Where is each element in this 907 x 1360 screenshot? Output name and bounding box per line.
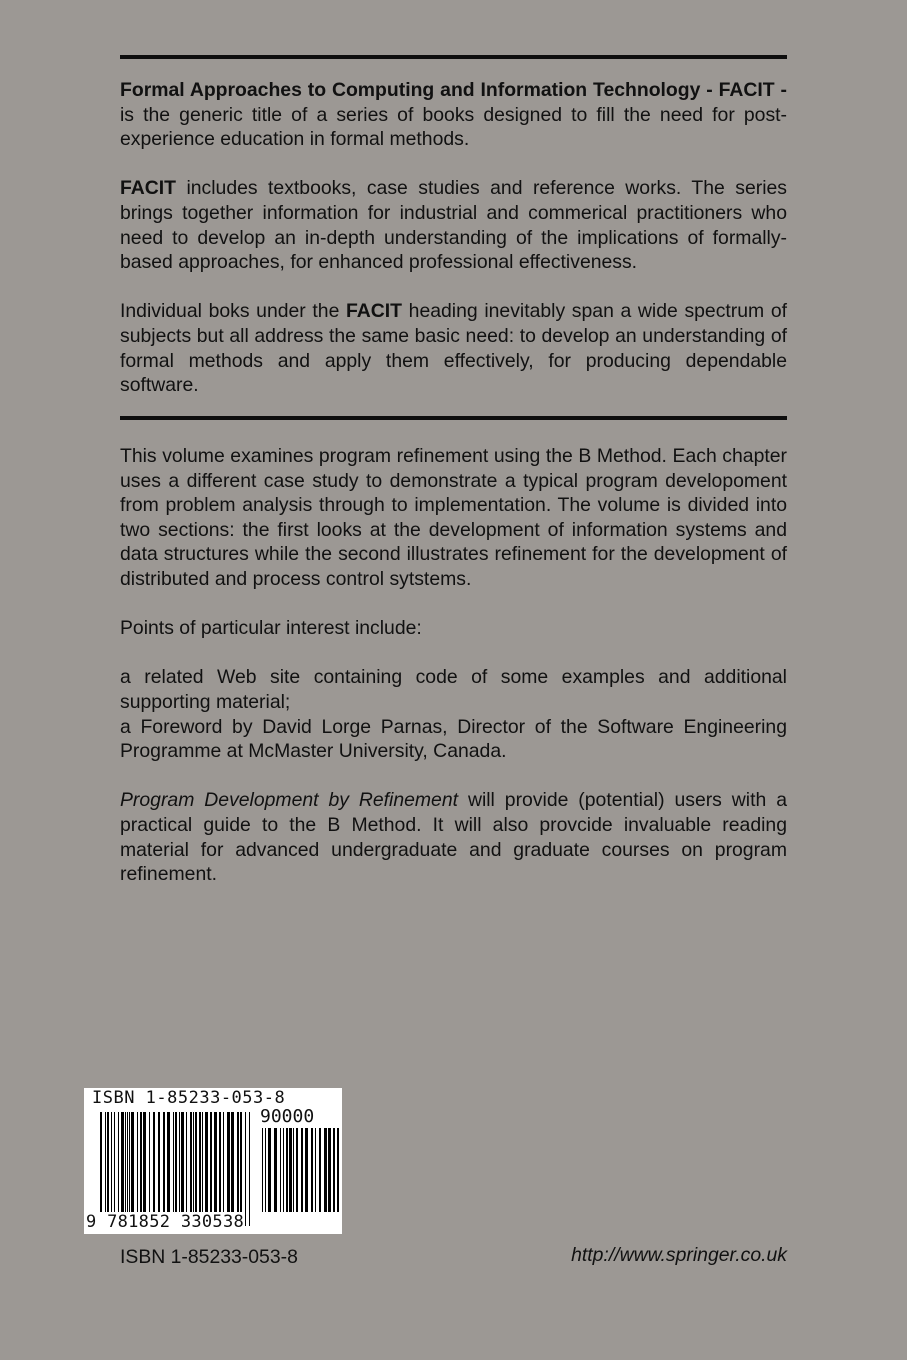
barcode-bar bbox=[137, 1112, 138, 1226]
barcode-bar bbox=[319, 1128, 321, 1212]
barcode-bar bbox=[131, 1112, 134, 1226]
barcode-bar bbox=[265, 1128, 266, 1212]
barcode-bar bbox=[315, 1128, 316, 1212]
barcode-bar bbox=[268, 1128, 271, 1212]
middle-rule bbox=[120, 416, 787, 420]
barcode-bar bbox=[129, 1112, 130, 1226]
barcode-bar bbox=[219, 1112, 221, 1226]
barcode-bar bbox=[163, 1112, 165, 1226]
barcode-bar bbox=[167, 1112, 170, 1226]
isbn-footer: ISBN 1-85233-053-8 bbox=[120, 1246, 298, 1268]
barcode-bar bbox=[158, 1112, 160, 1226]
top-rule bbox=[120, 55, 787, 59]
barcode-bar bbox=[311, 1128, 313, 1212]
barcode-bar bbox=[324, 1128, 327, 1212]
barcode-bar bbox=[195, 1112, 197, 1226]
book-title: Program Development by Refinement bbox=[120, 789, 459, 812]
barcode-addon-digits: 90000 bbox=[260, 1106, 315, 1127]
barcode-bar bbox=[181, 1112, 184, 1226]
interest-item-foreword: a Foreword by David Lorge Parnas, Director of the Software Engineering Programme at McMaster University, Canada. bbox=[120, 715, 787, 763]
barcode-bar bbox=[328, 1128, 331, 1212]
barcode-bar bbox=[231, 1112, 234, 1226]
barcode-bar bbox=[214, 1112, 217, 1226]
volume-description bbox=[120, 444, 787, 887]
barcode-bar bbox=[305, 1128, 308, 1212]
facit-paragraph-2: FACIT includes textbooks, case studies and reference works. The series brings together information for industrial and commerical practitioners who need to develop an in-depth understanding of the implications of formally-based approaches, for enhanced professional effectiveness. bbox=[120, 177, 787, 274]
series-title: Formal Approaches to Computing and Information Technology - FACIT - bbox=[120, 79, 787, 101]
barcode-bar bbox=[143, 1112, 146, 1226]
barcode-bar bbox=[107, 1112, 109, 1226]
barcode-bar bbox=[179, 1112, 180, 1226]
barcode-bar bbox=[121, 1112, 124, 1226]
barcode-ean-digits: 9 781852 330538 bbox=[86, 1212, 245, 1232]
interest-item-website: a related Web site containing code of some examples and additional supporting material; bbox=[120, 666, 787, 713]
barcode-bar bbox=[105, 1112, 106, 1226]
barcode-bar bbox=[186, 1112, 187, 1226]
barcode-bar bbox=[280, 1128, 281, 1212]
barcode-bar bbox=[274, 1128, 277, 1212]
facit-paragraph-3: Individual boks under the FACIT heading inevitably span a wide spectrum of subjects but all address the same basic need: to develop an understanding of formal methods and apply them effectively, for producing dependable software. bbox=[120, 300, 787, 397]
barcode-bar bbox=[153, 1112, 155, 1226]
barcode-bar bbox=[199, 1112, 201, 1226]
barcode-bar bbox=[190, 1112, 192, 1226]
barcode-bar bbox=[296, 1128, 298, 1212]
barcode-bar bbox=[333, 1128, 335, 1212]
barcode-bar bbox=[202, 1112, 203, 1226]
volume-paragraph-closing: Program Development by Refinement will provide (potential) users with a practical guide to the B Method. It will also provcide invaluable reading material for advanced undergraduate and graduate courses on program refinement. bbox=[120, 789, 787, 886]
publisher-url: http://www.springer.co.uk bbox=[571, 1244, 787, 1266]
barcode-bar bbox=[249, 1112, 250, 1226]
barcode-bar bbox=[337, 1128, 339, 1212]
barcode-bar bbox=[240, 1112, 242, 1226]
barcode-bar bbox=[283, 1128, 284, 1212]
barcode-isbn-label: ISBN 1-85233-053-8 bbox=[92, 1088, 286, 1108]
barcode-bar bbox=[114, 1112, 115, 1226]
barcode-bar bbox=[127, 1112, 128, 1226]
volume-paragraph-1: This volume examines program refinement using the B Method. Each chapter uses a different case study to demonstrate a typical program developoment from problem analysis through to implementation. The volume is divided into two sections: the first looks at the development of information systems and data structures while the second illustrates refinement for the development of distributed and process control sytstems. bbox=[120, 445, 787, 590]
facit-paragraph-1: Formal Approaches to Computing and Information Technology - FACIT - is the generic title of a series of books designed to fill the need for post-experience education in formal methods. bbox=[120, 79, 787, 151]
barcode-bar bbox=[175, 1112, 177, 1226]
barcode-bar bbox=[125, 1112, 126, 1226]
barcode-bar bbox=[286, 1128, 288, 1212]
barcode-bar bbox=[140, 1112, 142, 1226]
barcode-bar bbox=[293, 1128, 294, 1212]
barcode-bar bbox=[205, 1112, 208, 1226]
barcode-bar bbox=[245, 1112, 246, 1226]
barcode-bar bbox=[227, 1112, 230, 1226]
barcode-bar bbox=[111, 1112, 112, 1226]
barcode-bar bbox=[149, 1112, 150, 1226]
barcode-bar bbox=[289, 1128, 292, 1212]
barcode-bar bbox=[173, 1112, 174, 1226]
barcode-bar bbox=[118, 1112, 119, 1226]
interest-heading: Points of particular interest include: bbox=[120, 617, 422, 640]
barcode-bar bbox=[193, 1112, 194, 1226]
barcode-box bbox=[84, 1088, 342, 1234]
barcode-bar bbox=[262, 1128, 263, 1212]
barcode-bar bbox=[301, 1128, 303, 1212]
barcode-bar bbox=[237, 1112, 239, 1226]
facit-intro bbox=[120, 78, 787, 398]
barcode-bar bbox=[100, 1112, 102, 1226]
barcode-bar bbox=[210, 1112, 212, 1226]
barcode-bar bbox=[223, 1112, 224, 1226]
